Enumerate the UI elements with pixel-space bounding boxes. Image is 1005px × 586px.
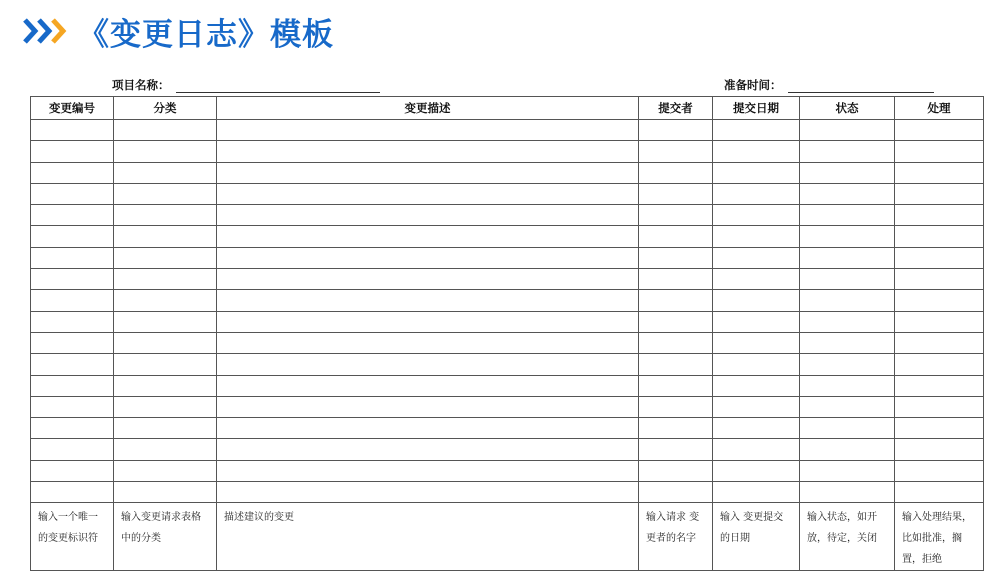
empty-cell-submitter[interactable] — [639, 311, 713, 332]
empty-cell-handling[interactable] — [895, 269, 984, 290]
empty-cell-submitter[interactable] — [639, 162, 713, 183]
table-header-row — [31, 97, 984, 120]
empty-cell-category[interactable] — [114, 354, 217, 375]
table-row — [31, 375, 984, 396]
empty-cell-description[interactable] — [217, 375, 639, 396]
empty-cell-submit-date[interactable] — [713, 162, 800, 183]
empty-cell-category[interactable] — [114, 460, 217, 481]
empty-cell-submit-date[interactable] — [713, 226, 800, 247]
note-cell-change-id: 输入一个唯一的变更标识符 — [31, 503, 114, 571]
empty-cell-category[interactable] — [114, 418, 217, 439]
empty-cell-handling[interactable] — [895, 226, 984, 247]
empty-cell-submitter[interactable] — [639, 418, 713, 439]
empty-cell-description[interactable] — [217, 460, 639, 481]
empty-cell-description[interactable] — [217, 311, 639, 332]
empty-cell-handling[interactable] — [895, 290, 984, 311]
table-row — [31, 482, 984, 503]
empty-cell-category[interactable] — [114, 290, 217, 311]
empty-cell-category[interactable] — [114, 205, 217, 226]
empty-cell-submitter[interactable] — [639, 205, 713, 226]
empty-cell-submit-date[interactable] — [713, 460, 800, 481]
empty-cell-status[interactable] — [800, 120, 895, 141]
empty-cell-handling[interactable] — [895, 311, 984, 332]
empty-cell-status[interactable] — [800, 439, 895, 460]
table-row — [31, 226, 984, 247]
empty-cell-submitter[interactable] — [639, 482, 713, 503]
column-header-description: 变更描述 — [217, 97, 639, 120]
empty-cell-change-id[interactable] — [31, 460, 114, 481]
empty-cell-status[interactable] — [800, 418, 895, 439]
note-cell-description: 描述建议的变更 — [217, 503, 639, 571]
empty-cell-status[interactable] — [800, 375, 895, 396]
column-header-status: 状态 — [800, 97, 895, 120]
empty-cell-submit-date[interactable] — [713, 375, 800, 396]
empty-cell-status[interactable] — [800, 247, 895, 268]
empty-cell-submit-date[interactable] — [713, 290, 800, 311]
empty-cell-submitter[interactable] — [639, 290, 713, 311]
empty-cell-submitter[interactable] — [639, 332, 713, 353]
empty-cell-category[interactable] — [114, 120, 217, 141]
empty-cell-submitter[interactable] — [639, 396, 713, 417]
empty-cell-submit-date[interactable] — [713, 396, 800, 417]
empty-cell-status[interactable] — [800, 354, 895, 375]
empty-cell-status[interactable] — [800, 205, 895, 226]
column-header-category: 分类 — [114, 97, 217, 120]
note-cell-handling: 输入处理结果，比如批准，搁置，拒绝 — [895, 503, 984, 571]
empty-cell-submitter[interactable] — [639, 247, 713, 268]
note-cell-status: 输入状态，如开放，待定，关闭 — [800, 503, 895, 571]
empty-cell-handling[interactable] — [895, 205, 984, 226]
empty-cell-submit-date[interactable] — [713, 205, 800, 226]
empty-cell-status[interactable] — [800, 460, 895, 481]
prepare-date-blank-line — [788, 78, 934, 93]
empty-cell-category[interactable] — [114, 247, 217, 268]
empty-cell-change-id[interactable] — [31, 162, 114, 183]
table-row — [31, 183, 984, 204]
table-row — [31, 418, 984, 439]
empty-cell-category[interactable] — [114, 375, 217, 396]
empty-cell-description[interactable] — [217, 418, 639, 439]
empty-cell-status[interactable] — [800, 290, 895, 311]
empty-cell-submit-date[interactable] — [713, 311, 800, 332]
table-row — [31, 396, 984, 417]
table-row — [31, 460, 984, 481]
empty-cell-handling[interactable] — [895, 183, 984, 204]
empty-cell-description[interactable] — [217, 141, 639, 162]
empty-cell-submit-date[interactable] — [713, 418, 800, 439]
empty-cell-description[interactable] — [217, 120, 639, 141]
project-name-blank-line — [176, 78, 380, 93]
empty-cell-submitter[interactable] — [639, 269, 713, 290]
change-log-table — [30, 96, 984, 571]
empty-cell-category[interactable] — [114, 396, 217, 417]
empty-cell-change-id[interactable] — [31, 311, 114, 332]
empty-cell-status[interactable] — [800, 482, 895, 503]
empty-cell-handling[interactable] — [895, 460, 984, 481]
empty-cell-change-id[interactable] — [31, 269, 114, 290]
empty-cell-handling[interactable] — [895, 375, 984, 396]
empty-cell-description[interactable] — [217, 332, 639, 353]
table-row — [31, 290, 984, 311]
empty-cell-description[interactable] — [217, 269, 639, 290]
empty-cell-change-id[interactable] — [31, 375, 114, 396]
empty-cell-status[interactable] — [800, 396, 895, 417]
column-header-submitter: 提交者 — [639, 97, 713, 120]
column-header-submit-date: 提交日期 — [713, 97, 800, 120]
chevrons-decoration — [22, 16, 64, 46]
empty-cell-status[interactable] — [800, 141, 895, 162]
empty-cell-submit-date[interactable] — [713, 120, 800, 141]
empty-cell-change-id[interactable] — [31, 332, 114, 353]
note-cell-submit-date: 输入 变更提交的日期 — [713, 503, 800, 571]
empty-cell-description[interactable] — [217, 290, 639, 311]
empty-cell-handling[interactable] — [895, 247, 984, 268]
empty-cell-description[interactable] — [217, 183, 639, 204]
empty-cell-category[interactable] — [114, 311, 217, 332]
empty-cell-description[interactable] — [217, 439, 639, 460]
empty-cell-category[interactable] — [114, 269, 217, 290]
empty-cell-description[interactable] — [217, 482, 639, 503]
table-row — [31, 205, 984, 226]
empty-cell-submitter[interactable] — [639, 375, 713, 396]
empty-cell-description[interactable] — [217, 396, 639, 417]
empty-cell-change-id[interactable] — [31, 290, 114, 311]
empty-cell-category[interactable] — [114, 141, 217, 162]
empty-cell-submitter[interactable] — [639, 183, 713, 204]
empty-cell-handling[interactable] — [895, 141, 984, 162]
note-cell-category: 输入变更请求表格中的分类 — [114, 503, 217, 571]
empty-cell-handling[interactable] — [895, 162, 984, 183]
column-header-handling: 处理 — [895, 97, 984, 120]
empty-cell-change-id[interactable] — [31, 141, 114, 162]
table-row — [31, 439, 984, 460]
empty-cell-submitter[interactable] — [639, 354, 713, 375]
empty-cell-description[interactable] — [217, 247, 639, 268]
empty-cell-change-id[interactable] — [31, 120, 114, 141]
empty-cell-description[interactable] — [217, 162, 639, 183]
empty-cell-description[interactable] — [217, 354, 639, 375]
empty-cell-change-id[interactable] — [31, 247, 114, 268]
empty-cell-change-id[interactable] — [31, 226, 114, 247]
empty-cell-status[interactable] — [800, 226, 895, 247]
empty-cell-change-id[interactable] — [31, 439, 114, 460]
empty-cell-status[interactable] — [800, 269, 895, 290]
empty-cell-change-id[interactable] — [31, 396, 114, 417]
project-name-label: 项目名称： — [112, 78, 170, 92]
empty-cell-status[interactable] — [800, 332, 895, 353]
table-row — [31, 311, 984, 332]
empty-cell-category[interactable] — [114, 162, 217, 183]
empty-cell-category[interactable] — [114, 226, 217, 247]
column-header-change-id: 变更编号 — [31, 97, 114, 120]
empty-cell-change-id[interactable] — [31, 205, 114, 226]
empty-cell-change-id[interactable] — [31, 482, 114, 503]
empty-cell-submit-date[interactable] — [713, 269, 800, 290]
empty-cell-change-id[interactable] — [31, 183, 114, 204]
table-row — [31, 354, 984, 375]
table-row — [31, 120, 984, 141]
empty-cell-submitter[interactable] — [639, 439, 713, 460]
empty-cell-handling[interactable] — [895, 439, 984, 460]
empty-cell-handling[interactable] — [895, 418, 984, 439]
empty-cell-submit-date[interactable] — [713, 332, 800, 353]
empty-cell-status[interactable] — [800, 162, 895, 183]
project-name-field — [112, 75, 380, 93]
chevron-right-icon — [50, 16, 68, 46]
table-row — [31, 247, 984, 268]
note-cell-submitter: 输入请求 变更者的名字 — [639, 503, 713, 571]
empty-cell-description[interactable] — [217, 205, 639, 226]
empty-cell-category[interactable] — [114, 439, 217, 460]
empty-cell-submitter[interactable] — [639, 120, 713, 141]
empty-cell-submit-date[interactable] — [713, 247, 800, 268]
empty-cell-submit-date[interactable] — [713, 354, 800, 375]
prepare-date-label: 准备时间： — [724, 78, 782, 92]
empty-cell-handling[interactable] — [895, 482, 984, 503]
table-row — [31, 269, 984, 290]
page-header — [22, 8, 334, 54]
page-title: 《变更日志》模板 — [78, 16, 334, 53]
empty-cell-submitter[interactable] — [639, 460, 713, 481]
empty-cell-change-id[interactable] — [31, 418, 114, 439]
empty-cell-submit-date[interactable] — [713, 439, 800, 460]
empty-cell-category[interactable] — [114, 332, 217, 353]
empty-cell-status[interactable] — [800, 311, 895, 332]
table-row — [31, 162, 984, 183]
empty-cell-handling[interactable] — [895, 396, 984, 417]
table-row — [31, 332, 984, 353]
empty-cell-handling[interactable] — [895, 120, 984, 141]
table-row — [31, 141, 984, 162]
empty-cell-description[interactable] — [217, 226, 639, 247]
prepare-date-field — [724, 75, 934, 93]
empty-cell-change-id[interactable] — [31, 354, 114, 375]
empty-cell-submitter[interactable] — [639, 141, 713, 162]
empty-cell-handling[interactable] — [895, 332, 984, 353]
empty-cell-submit-date[interactable] — [713, 482, 800, 503]
empty-cell-category[interactable] — [114, 183, 217, 204]
empty-cell-submitter[interactable] — [639, 226, 713, 247]
empty-cell-handling[interactable] — [895, 354, 984, 375]
empty-cell-status[interactable] — [800, 183, 895, 204]
empty-cell-submit-date[interactable] — [713, 183, 800, 204]
empty-cell-submit-date[interactable] — [713, 141, 800, 162]
table-notes-row — [31, 503, 984, 571]
empty-cell-category[interactable] — [114, 482, 217, 503]
table-body — [31, 120, 984, 571]
